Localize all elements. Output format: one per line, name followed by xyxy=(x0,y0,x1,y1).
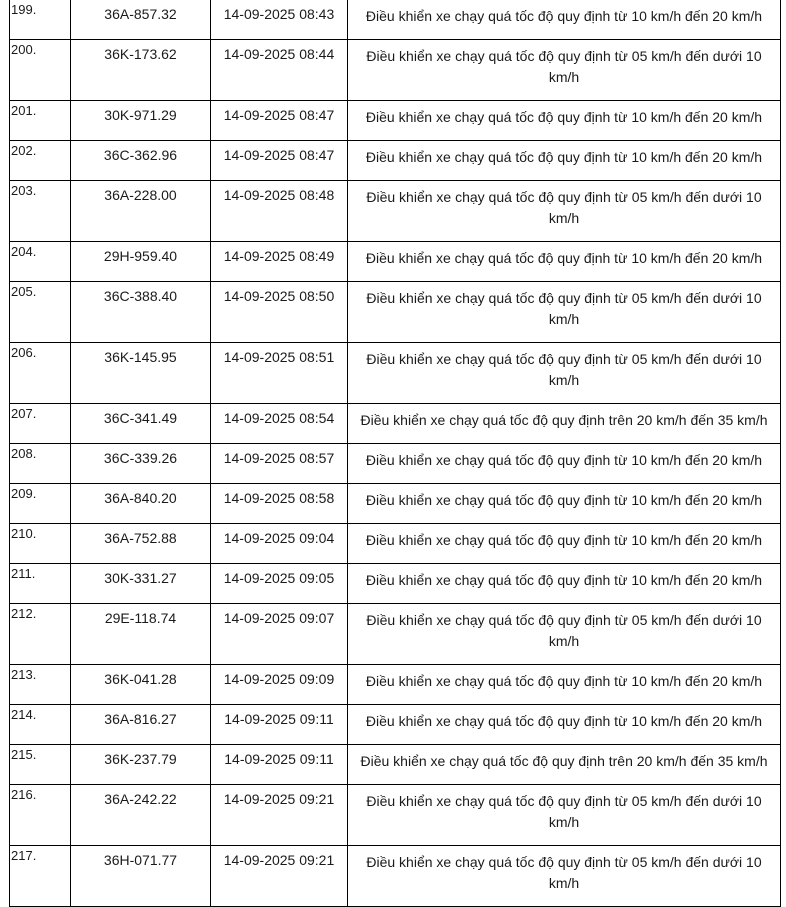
table-row xyxy=(10,604,781,665)
violation-description: Điều khiển xe chạy quá tốc độ quy định trên 20 km/h đến 35 km/h xyxy=(348,745,781,785)
license-plate: 36C-339.26 xyxy=(71,444,211,484)
license-plate: 36K-145.95 xyxy=(71,343,211,404)
row-index: 199. xyxy=(10,0,71,40)
violation-time: 14-09-2025 08:48 xyxy=(211,181,348,242)
table-row xyxy=(10,40,781,101)
violation-description: Điều khiển xe chạy quá tốc độ quy định từ 10 km/h đến 20 km/h xyxy=(348,141,781,181)
row-index: 209. xyxy=(10,484,71,524)
violation-description: Điều khiển xe chạy quá tốc độ quy định từ 10 km/h đến 20 km/h xyxy=(348,665,781,705)
license-plate: 36A-242.22 xyxy=(71,785,211,846)
row-index: 204. xyxy=(10,242,71,282)
table-row xyxy=(10,444,781,484)
table-row xyxy=(10,0,781,40)
violation-description: Điều khiển xe chạy quá tốc độ quy định từ 05 km/h đến dưới 10 km/h xyxy=(348,785,781,846)
violation-description: Điều khiển xe chạy quá tốc độ quy định từ 05 km/h đến dưới 10 km/h xyxy=(348,40,781,101)
violation-description: Điều khiển xe chạy quá tốc độ quy định trên 20 km/h đến 35 km/h xyxy=(348,404,781,444)
violation-description: Điều khiển xe chạy quá tốc độ quy định từ 05 km/h đến dưới 10 km/h xyxy=(348,181,781,242)
violation-time: 14-09-2025 09:09 xyxy=(211,665,348,705)
table-row xyxy=(10,524,781,564)
table-row xyxy=(10,282,781,343)
violation-time: 14-09-2025 09:04 xyxy=(211,524,348,564)
table-row xyxy=(10,665,781,705)
row-index: 206. xyxy=(10,343,71,404)
violation-description: Điều khiển xe chạy quá tốc độ quy định từ 10 km/h đến 20 km/h xyxy=(348,0,781,40)
license-plate: 36A-857.32 xyxy=(71,0,211,40)
table-row xyxy=(10,745,781,785)
violation-description: Điều khiển xe chạy quá tốc độ quy định từ 05 km/h đến dưới 10 km/h xyxy=(348,282,781,343)
license-plate: 36A-840.20 xyxy=(71,484,211,524)
violation-time: 14-09-2025 08:44 xyxy=(211,40,348,101)
table-row xyxy=(10,141,781,181)
table-row xyxy=(10,484,781,524)
violation-time: 14-09-2025 09:11 xyxy=(211,745,348,785)
violation-description: Điều khiển xe chạy quá tốc độ quy định từ 10 km/h đến 20 km/h xyxy=(348,524,781,564)
table-row xyxy=(10,101,781,141)
violation-time: 14-09-2025 09:11 xyxy=(211,705,348,745)
violation-time: 14-09-2025 08:47 xyxy=(211,101,348,141)
violation-description: Điều khiển xe chạy quá tốc độ quy định từ 05 km/h đến dưới 10 km/h xyxy=(348,604,781,665)
row-index: 200. xyxy=(10,40,71,101)
violation-time: 14-09-2025 08:51 xyxy=(211,343,348,404)
violation-time: 14-09-2025 09:21 xyxy=(211,785,348,846)
violation-time: 14-09-2025 08:50 xyxy=(211,282,348,343)
row-index: 215. xyxy=(10,745,71,785)
table-row xyxy=(10,785,781,846)
license-plate: 36C-362.96 xyxy=(71,141,211,181)
violation-description: Điều khiển xe chạy quá tốc độ quy định từ 05 km/h đến dưới 10 km/h xyxy=(348,846,781,907)
violations-table xyxy=(9,0,781,907)
violation-description: Điều khiển xe chạy quá tốc độ quy định từ 10 km/h đến 20 km/h xyxy=(348,705,781,745)
violation-time: 14-09-2025 08:57 xyxy=(211,444,348,484)
violation-description: Điều khiển xe chạy quá tốc độ quy định từ 05 km/h đến dưới 10 km/h xyxy=(348,343,781,404)
license-plate: 36A-228.00 xyxy=(71,181,211,242)
table-row xyxy=(10,181,781,242)
row-index: 207. xyxy=(10,404,71,444)
license-plate: 30K-331.27 xyxy=(71,564,211,604)
license-plate: 36K-041.28 xyxy=(71,665,211,705)
violation-time: 14-09-2025 08:43 xyxy=(211,0,348,40)
license-plate: 29H-959.40 xyxy=(71,242,211,282)
violation-time: 14-09-2025 09:07 xyxy=(211,604,348,665)
table-row xyxy=(10,343,781,404)
row-index: 217. xyxy=(10,846,71,907)
violation-time: 14-09-2025 09:21 xyxy=(211,846,348,907)
violation-description: Điều khiển xe chạy quá tốc độ quy định từ 10 km/h đến 20 km/h xyxy=(348,444,781,484)
license-plate: 36C-341.49 xyxy=(71,404,211,444)
row-index: 216. xyxy=(10,785,71,846)
row-index: 211. xyxy=(10,564,71,604)
license-plate: 36A-752.88 xyxy=(71,524,211,564)
license-plate: 36A-816.27 xyxy=(71,705,211,745)
violation-time: 14-09-2025 08:54 xyxy=(211,404,348,444)
license-plate: 36H-071.77 xyxy=(71,846,211,907)
violation-time: 14-09-2025 08:47 xyxy=(211,141,348,181)
violation-time: 14-09-2025 08:58 xyxy=(211,484,348,524)
row-index: 214. xyxy=(10,705,71,745)
license-plate: 36K-173.62 xyxy=(71,40,211,101)
violation-description: Điều khiển xe chạy quá tốc độ quy định từ 10 km/h đến 20 km/h xyxy=(348,484,781,524)
row-index: 202. xyxy=(10,141,71,181)
license-plate: 30K-971.29 xyxy=(71,101,211,141)
table-row xyxy=(10,404,781,444)
license-plate: 36C-388.40 xyxy=(71,282,211,343)
row-index: 210. xyxy=(10,524,71,564)
table-row xyxy=(10,705,781,745)
violation-time: 14-09-2025 09:05 xyxy=(211,564,348,604)
row-index: 205. xyxy=(10,282,71,343)
table-row xyxy=(10,564,781,604)
table-row xyxy=(10,846,781,907)
row-index: 208. xyxy=(10,444,71,484)
violations-table-body xyxy=(10,0,781,907)
row-index: 213. xyxy=(10,665,71,705)
row-index: 203. xyxy=(10,181,71,242)
license-plate: 29E-118.74 xyxy=(71,604,211,665)
license-plate: 36K-237.79 xyxy=(71,745,211,785)
violation-description: Điều khiển xe chạy quá tốc độ quy định từ 10 km/h đến 20 km/h xyxy=(348,101,781,141)
violation-description: Điều khiển xe chạy quá tốc độ quy định từ 10 km/h đến 20 km/h xyxy=(348,242,781,282)
table-row xyxy=(10,242,781,282)
violation-time: 14-09-2025 08:49 xyxy=(211,242,348,282)
row-index: 212. xyxy=(10,604,71,665)
violation-description: Điều khiển xe chạy quá tốc độ quy định từ 10 km/h đến 20 km/h xyxy=(348,564,781,604)
row-index: 201. xyxy=(10,101,71,141)
